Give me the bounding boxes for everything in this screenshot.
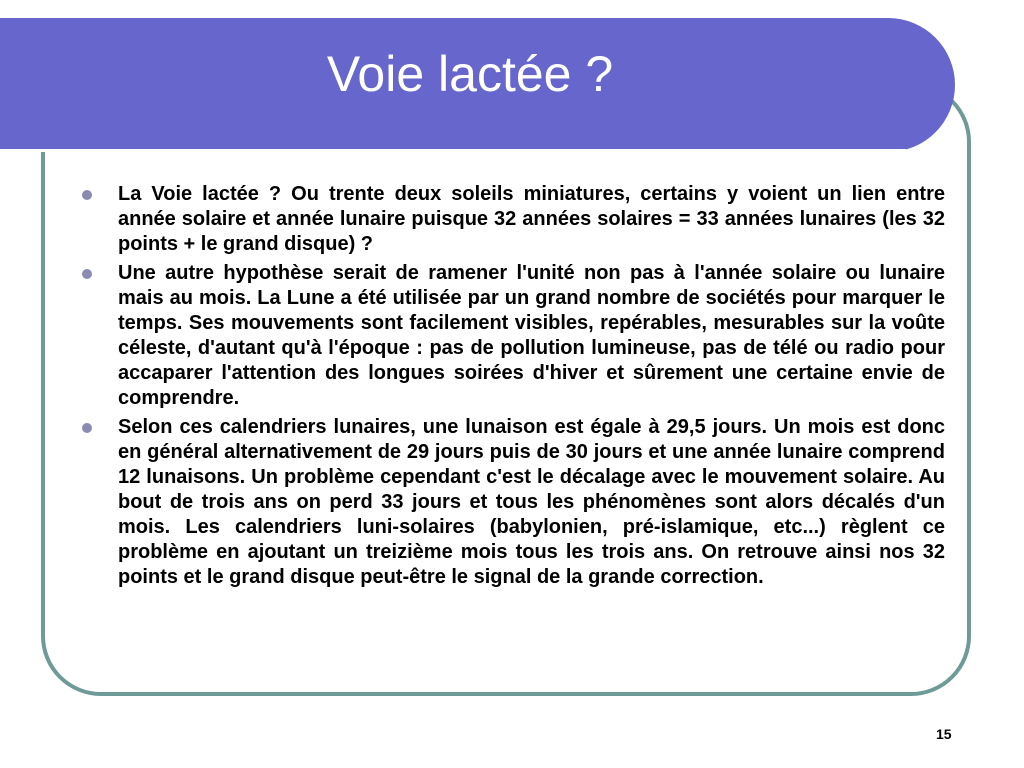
bullet-dot-icon xyxy=(82,190,92,200)
bullet-text: Selon ces calendriers lunaires, une lunaison est égale à 29,5 jours. Un mois est donc en général alternativement de 29 jours puis de 30 jours et une année lunaire comprend 12 lunaisons. Un problème cependant c'est le décalage avec le mouvement solaire. Au bout de trois ans on perd 33 jours et tous les phénomènes sont alors décalés d'un mois. Les calendriers luni-solaires (babylonien, pré-islamique, etc...) règlent ce problème en ajoutant un treizième mois tous les trois ans. On retrouve ainsi nos 32 points et le grand disque peut-être le signal de la grande correction. xyxy=(118,416,945,588)
bullet-text: Une autre hypothèse serait de ramener l'unité non pas à l'année solaire ou lunaire mais au mois. La Lune a été utilisée par un grand nombre de sociétés pour marquer le temps. Ses mouvements sont facilement visibles, repérables, mesurables sur la voûte céleste, d'autant qu'à l'époque : pas de pollution lumineuse, pas de télé ou radio pour accaparer l'attention des longues soirées d'hiver et sûrement une certaine envie de comprendre. xyxy=(118,262,945,409)
bullet-text: La Voie lactée ? Ou trente deux soleils miniatures, certains y voient un lien entre année solaire et année lunaire puisque 32 années solaires = 33 années lunaires (les 32 points + le grand disque) ? xyxy=(118,183,945,255)
title-underline xyxy=(0,149,906,152)
slide-title: Voie lactée ? xyxy=(326,46,614,102)
bullet-dot-icon xyxy=(82,423,92,433)
title-bar xyxy=(0,18,955,152)
bullet-item xyxy=(79,415,945,590)
bullet-dot-icon xyxy=(82,269,92,279)
bullet-item xyxy=(79,261,945,411)
page-number: 15 xyxy=(936,726,952,742)
bullet-list xyxy=(79,182,945,594)
bullet-item xyxy=(79,182,945,257)
